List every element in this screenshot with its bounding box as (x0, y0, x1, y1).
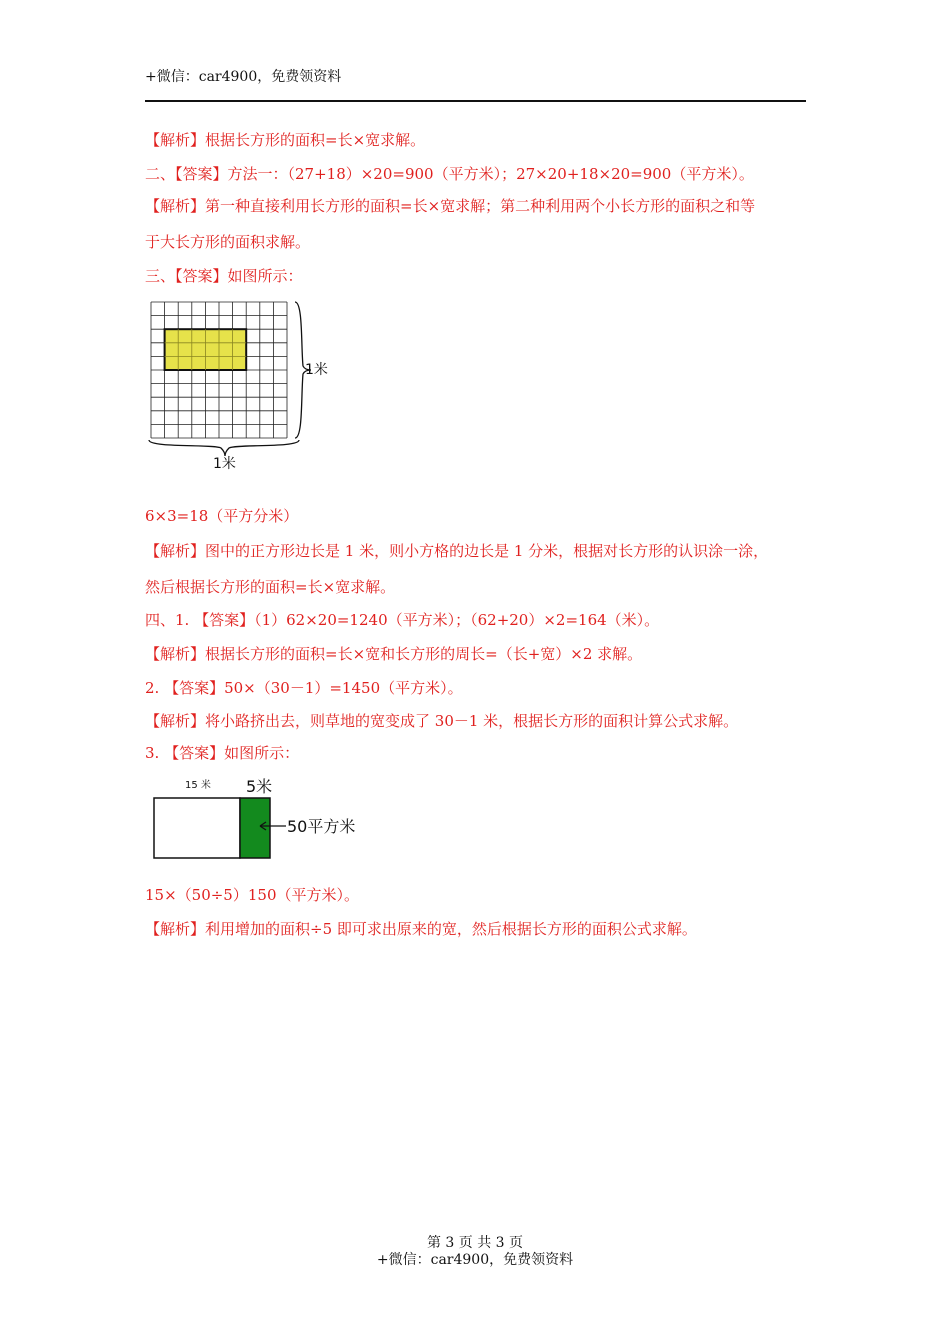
answer-line-4-3: 3. 【答案】如图所示： (145, 744, 300, 762)
analysis-line-3a: 【解析】图中的正方形边长是 1 米，则小方格的边长是 1 分米，根据对长方形的认识涂一涂， (145, 542, 769, 560)
extension-figure (150, 772, 370, 864)
analysis-line-4-1: 【解析】根据长方形的面积=长×宽和长方形的周长=（长+宽）×2 求解。 (145, 645, 643, 663)
page-number: 第 3 页 共 3 页 (426, 1235, 524, 1251)
grid-figure (145, 296, 335, 476)
original-rectangle (154, 798, 240, 858)
analysis-line-4-2: 【解析】将小路挤出去，则草地的宽变成了 30－1 米，根据长方形的面积计算公式求解。 (145, 712, 739, 730)
answer-line-4-1: 四、1. 【答案】（1）62×20=1240（平方米）；（62+20）×2=164（米）。 (145, 611, 660, 629)
result-line-3: 6×3=18（平方分米） (145, 507, 299, 525)
analysis-line-1: 【解析】根据长方形的面积=长×宽求解。 (145, 131, 426, 149)
area-label: 50平方米 (287, 817, 356, 836)
bottom-brace (149, 440, 299, 456)
added-green-rectangle (240, 798, 270, 858)
left-length-label: 15 米 (185, 780, 211, 791)
footer-wechat-text: +微信：car4900，免费领资料 (376, 1252, 574, 1268)
result-line-4-3: 15×（50÷5）150（平方米）。 (145, 886, 359, 904)
bottom-length-label: 1米 (213, 456, 236, 472)
analysis-line-4-3: 【解析】利用增加的面积÷5 即可求出原来的宽，然后根据长方形的面积公式求解。 (145, 920, 697, 938)
answer-line-4-2: 2. 【答案】50×（30－1）=1450（平方米）。 (145, 679, 463, 697)
answer-line-3: 三、【答案】如图所示： (145, 267, 303, 285)
analysis-line-2a: 【解析】第一种直接利用长方形的面积=长×宽求解；第二种利用两个小长方形的面积之和等 (145, 197, 756, 215)
header-divider (145, 100, 806, 102)
answer-line-2: 二、【答案】方法一：（27+18）×20=900（平方米）；27×20+18×20=900（平方米）。 (145, 165, 754, 183)
right-length-label: 1米 (305, 362, 328, 378)
right-length-label: 5米 (246, 777, 273, 796)
page-header-text: +微信：car4900，免费领资料 (145, 69, 342, 85)
analysis-line-3b: 然后根据长方形的面积=长×宽求解。 (145, 578, 396, 596)
analysis-line-2b: 于大长方形的面积求解。 (145, 233, 311, 251)
